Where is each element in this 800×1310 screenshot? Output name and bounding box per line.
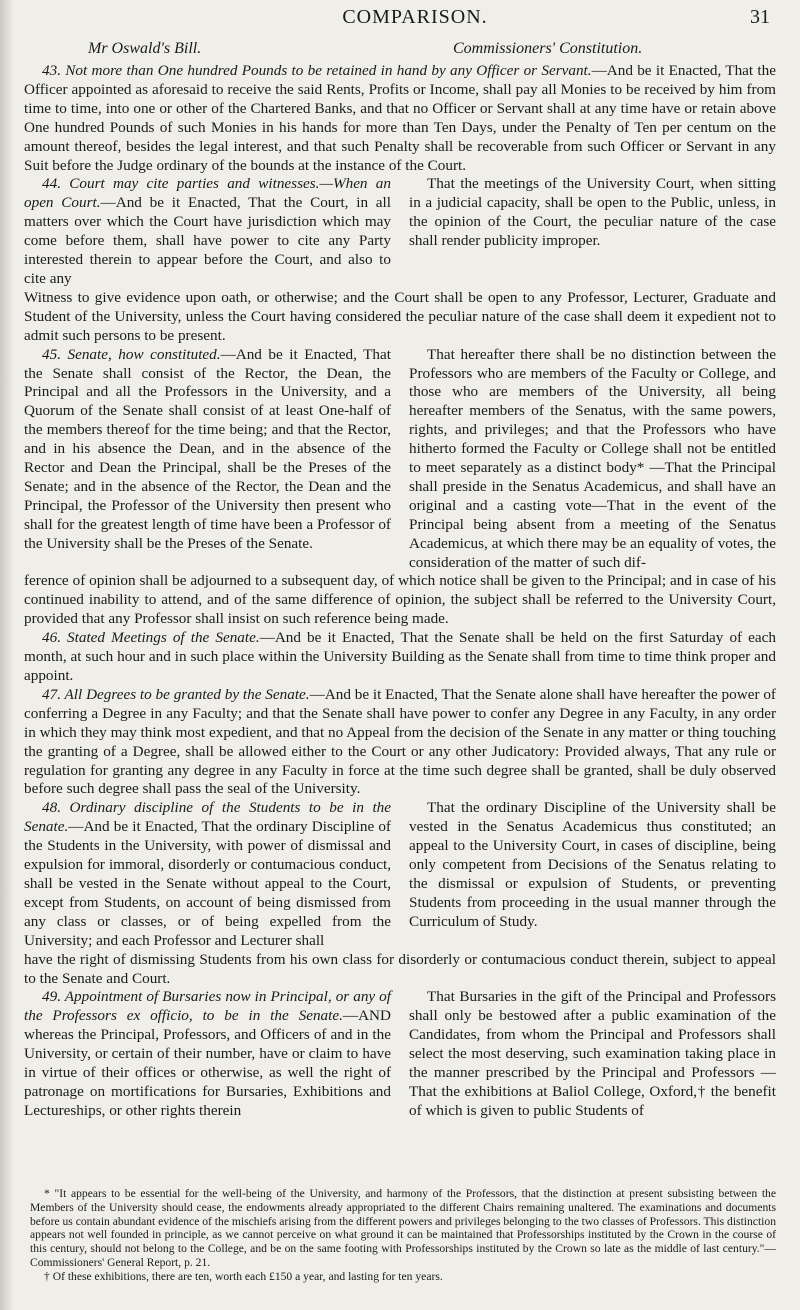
section-44-columns [24, 175, 776, 288]
section-44-right-text: That the meetings of the University Court, when sitting in a judicial capacity, shall be open to the Public, unless, in the opinion of the Court, the peculiar nature of the case shall render publicity improper. [409, 175, 776, 250]
footnotes [30, 1187, 776, 1284]
running-title: COMPARISON. [342, 6, 488, 28]
section-44-continued: Witness to give evidence upon oath, or otherwise; and the Court shall be open to any Professor, Lecturer, Graduate and Student of the University, unless the Court having considered the peculiar nature of the case shall deem it expedient not to admit such persons to be present. [24, 288, 776, 344]
footnote-dagger: † Of these exhibitions, there are ten, worth each £150 a year, and lasting for ten years. [44, 1269, 443, 1283]
section-45-right [409, 346, 776, 573]
section-43-text: —And be it Enacted, That the Officer appointed as aforesaid to receive the said Rents, Profits or Income, shall pay all Monies to be received by him from time to time, into one or other of the Chartered Banks, and that no Officer or Servant shall at any time have or retain above One hundred Pounds of such Monies in his hands for more than Ten Days, under the Penalty of Ten per centum on the amount thereof, besides the legal interest, and that such Penalty shall be recoverable from such Officer or Servant in any Suit before the Judge ordinary of the bounds at the instance of the Court. [24, 62, 776, 174]
section-44-heading: 44. Court may cite parties and witnesses.—When an open Court. [24, 175, 391, 212]
section-45-left [24, 346, 391, 573]
section-49-columns [24, 988, 776, 1120]
section-49-left [24, 988, 391, 1120]
section-45-columns [24, 346, 776, 573]
section-43 [24, 62, 776, 175]
section-45-heading: 45. Senate, how constituted. [42, 345, 221, 363]
section-46-text: —And be it Enacted, That the Senate shall be held on the first Saturday of each month, at such hour and in such place within the University Building as the Senate shall from time to time think proper and appoint. [24, 629, 776, 684]
page-number: 31 [750, 6, 770, 28]
section-48-columns [24, 799, 776, 950]
column-headings [38, 40, 778, 62]
section-45-left-text: —And be it Enacted, That the Senate shall consist of the Rector, the Dean, the Principal and all the Professors in the University, and a Quorum of the Senate shall consist of at least One-half of the members thereof for the time being; and that the Rector, and in his absence the Dean, and in the absence of the Rector and Dean the Principal, shall be the Preses of the Senate; and in the absence of the Rector, the Dean and the Principal, the Professor of the University then present who shall for the greatest length of time have been a Professor of the University shall be the Preses of the Senate. [24, 345, 391, 552]
section-48-right [409, 799, 776, 950]
section-49-left-text: —AND whereas the Principal, Professors, and Officers of and in the University, or certain of their number, have or claim to have in virtue of their offices or otherwise, as well the right of patronage on mortifications for Bursaries, Exhibitions and Lectureships, or other rights therein [24, 1007, 391, 1119]
left-column-heading: Mr Oswald's Bill. [88, 40, 202, 57]
section-48-continued: have the right of dismissing Students from his own class for disorderly or contumacious conduct therein, subject to appeal to the Senate and Court. [24, 950, 776, 987]
section-48-left [24, 799, 391, 950]
section-46-heading: 46. Stated Meetings of the Senate. [42, 629, 260, 647]
section-48-right-text: That the ordinary Discipline of the University shall be vested in the Senatus Academicus thus constituted; an appeal to the University Court, in cases of discipline, being only competent from Decisions of the Senatus relating to the dismissal or expulsion of Students, or preventing Students from proceeding in the usual manner through the Curriculum of Study. [409, 799, 776, 930]
section-47-heading: 47. All Degrees to be granted by the Senate. [42, 685, 310, 703]
section-49-heading: 49. Appointment of Bursaries now in Principal, or any of the Professors ex officio, to be in the Senate. [24, 988, 391, 1025]
section-44-left [24, 175, 391, 288]
section-45-continued: ference of opinion shall be adjourned to a subsequent day, of which notice shall be given to the Principal; and in case of his continued inability to attend, and of the same difference of opinion, the subject shall be referred to the University Court, provided that any Professor shall insist on such reference being made. [24, 572, 776, 628]
section-44-left-text: —And be it Enacted, That the Court, in all matters over which the Court have jurisdiction which may come before them, shall have power to cite any Party interested therein to appear before the Court, and also to cite any [24, 194, 391, 287]
section-46 [24, 629, 776, 686]
section-49-right-text: That Bursaries in the gift of the Principal and Professors shall only be bestowed after a public examination of the Candidates, from whom the Principal and Professors shall select the most deserving, such examination taking place in the manner prescribed by the Principal and Professors —That the exhibitions at Baliol College, Oxford,† the benefit of which is given to public Students of [409, 988, 776, 1119]
section-47-text: —And be it Enacted, That the Senate alone shall have hereafter the power of conferring a Degree in any Faculty; and that the Senate shall have power to confer any Degree in any Faculty, in any order in which they may think most expedient, and that no Appeal from the decision of the Senate in any matter or thing touching the granting of a Degree, shall be allowed either to the Court or any other Judicatory: Provided always, That any rule or regulation for granting any degree in any Faculty in force at the time such degree shall be granted, shall be duly observed before such degree shall pass the seal of the University. [24, 685, 776, 798]
section-48-left-text: —And be it Enacted, That the ordinary Discipline of the Students in the University, with power of dismissal and expulsion for immoral, disorderly or contumacious conduct, shall be vested in the Senate without appeal to the Court, except from Students, on account of being dismissed from any class or classes, or of being expelled from the University; and each Professor and Lecturer shall [24, 818, 391, 949]
page-edge-shadow [0, 0, 14, 1310]
section-45-right-text: That hereafter there shall be no distinction between the Professors who are members of the Faculty or College, and those who are members of the University, all being hereafter members of the Senatus, with the same powers, rights, and privileges; and that the Professors who have hitherto formed the Faculty or College shall not be entitled to meet separately as a distinct body* —That the Principal shall preside in the Senatus Academicus, and shall have an original and a casting vote—That in the event of the Principal being absent from a meeting of the Senatus Academicus, at which there may be an equality of votes, the consideration of the matter of such dif- [409, 345, 776, 571]
footnote-star: * "It appears to be essential for the well-being of the University, and harmony of the Professors, that the distinction at present subsisting between the Members of the University should cease, the endowments already appropriated to the different Chairs remaining unaltered. The examinations and documents before us contain abundant evidence of the mischiefs arising from the different powers and privileges belonging to the two classes of Professors. This distinction appears not well founded in principle, as we cannot perceive on what ground it can be maintained that Professorships instituted by the Crown in the course of this century, should not belong to the College, and be on the same footing with Professorships instituted by the Crown so late as the middle of last century."—Commissioners' General Report, p. 21. [30, 1187, 776, 1269]
section-44-right [409, 175, 776, 288]
right-column-heading: Commissioners' Constitution. [453, 40, 643, 57]
section-43-heading: 43. Not more than One hundred Pounds to be retained in hand by any Officer or Servant. [42, 62, 592, 79]
section-49-right [409, 988, 776, 1120]
section-48-heading: 48. Ordinary discipline of the Students to be in the Senate. [24, 799, 391, 836]
section-47 [24, 686, 776, 799]
body-text [24, 62, 776, 1121]
page-header [60, 6, 770, 36]
